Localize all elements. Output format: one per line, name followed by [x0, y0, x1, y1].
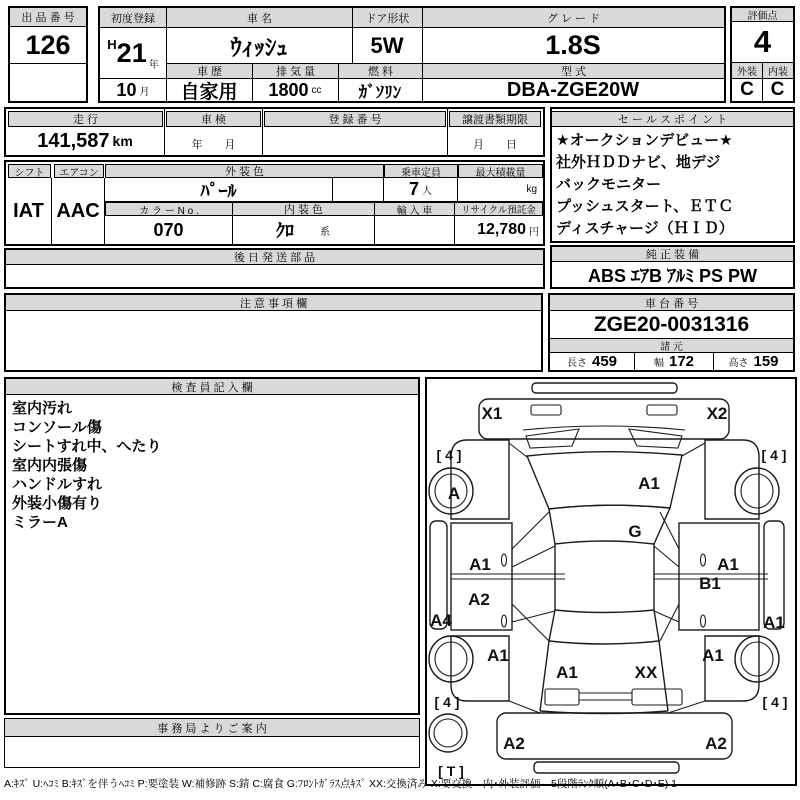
inspector-note-line: 室内汚れ: [12, 400, 73, 417]
length-label: 長さ: [566, 358, 587, 369]
width-value: 172: [668, 353, 695, 370]
color-no-value: 070: [105, 216, 233, 244]
inspector-note-line: ミラーA: [12, 514, 68, 531]
later-parts-value: [6, 265, 543, 287]
exterior-color-extra-cell: [332, 178, 384, 202]
shift-label: シフト: [8, 164, 51, 178]
mileage-cell: [6, 127, 164, 155]
month-unit: 月: [139, 86, 150, 98]
tire-depth-front-left: [ 4 ]: [436, 447, 462, 463]
capacity-cell: [384, 178, 458, 202]
right-front-door-handle: [701, 554, 706, 566]
payload-cell: [458, 178, 543, 202]
width-cell: [635, 353, 714, 370]
divider: [447, 109, 448, 155]
exterior-grade-label: 外装: [731, 62, 763, 79]
registration-number-label: 登 録 番 号: [264, 111, 446, 127]
exterior-color-label: 外 装 色: [105, 164, 384, 178]
tire-depth-rear-left: [ 4 ]: [434, 694, 460, 710]
chassis-block: [548, 293, 795, 372]
mileage-row: [4, 107, 545, 157]
interior-color-label: 内 装 色: [232, 202, 375, 216]
tire-depth-front-right: [ 4 ]: [761, 447, 787, 463]
score-value: 4: [732, 22, 793, 63]
inspector-note-line: シートすれ中、へたり: [12, 438, 162, 455]
rear-fold-lines: [509, 701, 705, 713]
rear-panel: [497, 713, 732, 759]
capacity-label: 乗車定員: [384, 164, 458, 178]
length-cell: [550, 353, 635, 370]
recycle-deposit-cell: [454, 216, 543, 244]
height-cell: [714, 353, 793, 370]
damage-code-right-front-door: A1: [717, 555, 739, 574]
interior-grade-label: 内装: [762, 62, 794, 79]
oem-equipment-block: [550, 245, 795, 289]
notes-label: 注 意 事 項 欄: [5, 294, 542, 311]
exterior-color-value: ﾊﾟｰﾙ: [105, 178, 333, 202]
chassis-number-value: ZGE20-0031316: [550, 311, 793, 339]
damage-code-hood: A1: [638, 474, 660, 493]
displacement-unit: cc: [311, 84, 322, 96]
rear-beam-lines: [579, 693, 632, 700]
roof: [555, 544, 654, 610]
sales-point-line: 社外ＨＤＤナビ、地デジ: [556, 154, 721, 171]
recycle-deposit-label: リサイクル預託金: [454, 202, 543, 216]
recycle-deposit-value: 12,780: [477, 221, 526, 238]
damage-code-windshield: G: [628, 522, 642, 541]
ac-label: エアコン: [54, 164, 104, 178]
vehicle-identity-block: [98, 6, 726, 103]
transfer-deadline-placeholder: 月 日: [473, 139, 517, 151]
damage-code-right-door-seam: B1: [699, 574, 721, 593]
door-shape-label: ドア形状: [352, 7, 423, 28]
inspector-note-line: 外装小傷有り: [12, 495, 103, 512]
damage-code-right-sill: A1: [763, 613, 785, 632]
oem-equipment-label: 純 正 装 備: [551, 246, 794, 262]
interior-color-cell: [232, 216, 375, 244]
damage-code-front-wheel: A: [447, 484, 461, 503]
displacement-cell: [252, 79, 339, 101]
office-info-box: [4, 736, 420, 768]
first-registration-year: 21: [116, 37, 147, 68]
sales-points-list: [556, 130, 789, 240]
ac-value: AAC: [52, 178, 105, 244]
divider: [262, 109, 263, 155]
mileage-unit: km: [112, 133, 133, 149]
sales-point-line: プッシュスタート、ＥＴＣ: [556, 198, 734, 215]
damage-code-left-rear-fender: A1: [487, 646, 509, 665]
year-unit: 年: [148, 59, 159, 71]
chassis-number-label: 車 台 番 号: [549, 294, 794, 311]
office-info-label: 事 務 局 よ り ご 案 内: [4, 718, 420, 737]
transfer-deadline-label: 譲渡書類期限: [449, 111, 541, 127]
damage-code-rear-panel-left: A2: [503, 734, 525, 753]
inspector-note-line: 室内内張傷: [12, 457, 88, 474]
damage-code-left-rear-door: A2: [468, 590, 490, 609]
registration-number-value: [264, 127, 446, 153]
length-value: 459: [591, 353, 618, 370]
recycle-deposit-unit: 円: [529, 226, 539, 238]
damage-diagram: [425, 377, 797, 786]
damage-code-rear-panel-right: A2: [705, 734, 727, 753]
displacement-label: 排 気 量: [252, 63, 339, 79]
notes-block: [4, 293, 543, 372]
left-door-seam: [451, 574, 565, 579]
right-rear-wheel: [735, 636, 779, 682]
rear-bumper-bar: [534, 762, 679, 773]
mileage-value: 141,587: [37, 129, 110, 152]
spare-tire-code: [ T ]: [438, 763, 464, 779]
history-value: 自家用: [166, 79, 253, 101]
right-headlight: [647, 405, 677, 415]
damage-code-left-sill: A4: [430, 611, 452, 630]
spare-tire: [429, 714, 467, 752]
sales-point-line: バックモニター: [556, 176, 662, 193]
shift-value: IAT: [6, 178, 52, 244]
later-parts-label: 後 日 発 送 部 品: [5, 249, 544, 265]
import-value: [374, 216, 455, 244]
damage-code-tailgate-replaced: XX: [634, 663, 658, 682]
interior-color-value: ｸﾛ: [276, 221, 294, 241]
sales-points-label: セ ー ル ス ポ イ ン ト: [551, 111, 794, 127]
history-label: 車 歴: [166, 63, 253, 79]
capacity-unit: 人: [422, 186, 432, 197]
windshield: [549, 505, 670, 544]
inspection-placeholder: 年 月: [191, 139, 236, 151]
front-bumper-bar: [532, 383, 677, 393]
left-headlight: [531, 405, 561, 415]
car-top-view-svg: [427, 379, 795, 784]
sales-point-line: ★オークションデビュー★: [556, 132, 733, 149]
first-registration-month: 10: [116, 79, 137, 100]
inspection-label: 車 検: [166, 111, 261, 127]
first-registration-label: 初度登録: [99, 7, 167, 28]
mileage-label: 走 行: [8, 111, 163, 127]
oem-equipment-value: ABS ｴｱB ｱﾙﾐ PS PW: [587, 265, 757, 286]
right-rear-door-handle: [701, 615, 706, 627]
front-panel: [479, 399, 729, 439]
inspector-label: 検 査 員 記 入 欄: [5, 378, 419, 395]
height-value: 159: [753, 353, 779, 370]
inspector-block: [4, 377, 420, 715]
car-name-label: 車 名: [166, 7, 353, 28]
left-rear-door-handle: [502, 615, 507, 627]
inspector-note-line: コンソール傷: [12, 419, 102, 436]
damage-code-right-rear-fender: A1: [702, 646, 724, 665]
color-no-label: カ ラ ー N o .: [105, 202, 233, 216]
grade-value: 1.8S: [545, 30, 601, 60]
sales-point-line: ディスチャージ（ＨＩＤ）: [556, 220, 734, 237]
rear-plate-left: [545, 689, 579, 705]
payload-label: 最大積載量: [458, 164, 543, 178]
first-registration-month-cell: [100, 79, 167, 101]
grade-label: グ レ ー ド: [422, 7, 725, 28]
car-name-value: ｳｨｯｼｭ: [166, 28, 353, 63]
door-shape-value: 5W: [352, 28, 423, 63]
cowl-line: [523, 426, 685, 430]
damage-code-x2: X2: [706, 404, 728, 423]
divider: [164, 109, 165, 155]
score-block: [730, 6, 795, 103]
color-capacity-row: [4, 160, 545, 246]
right-front-wheel: [735, 468, 779, 514]
fuel-value: ｶﾞｿﾘﾝ: [338, 79, 423, 101]
damage-code-tailgate: A1: [556, 663, 578, 682]
capacity-value: 7: [408, 179, 419, 199]
damage-code-legend: A:ｷｽﾞ U:ﾍｺﾐ B:ｷｽﾞを伴うﾍｺﾐ P:要塗装 W:補修跡 S:錆 C:腐食 G:ﾌﾛﾝﾄｶﾞﾗｽ点ｷｽﾞ XX:交換済み X:要交換 内･外装評価 5段階ﾗﾝｸ順(A･B･C･D･E) 1: [4, 778, 678, 790]
interior-grade-value: C: [770, 78, 785, 100]
import-label: 輸 入 車: [374, 202, 455, 216]
inspector-note-line: ハンドルすれ: [12, 476, 103, 493]
tire-depth-rear-right: [ 4 ]: [762, 694, 788, 710]
later-parts-block: [4, 248, 545, 289]
payload-unit: kg: [526, 184, 537, 195]
notes-value: [6, 311, 541, 370]
left-doors: [451, 523, 512, 630]
era-letter: H: [107, 36, 117, 52]
inspector-notes-list: [12, 399, 412, 532]
lot-number-block: [8, 6, 88, 103]
model-code-value: DBA-ZGE20W: [506, 79, 640, 101]
left-front-door-handle: [502, 554, 507, 566]
model-code-label: 型 式: [422, 63, 725, 79]
width-label: 幅: [653, 358, 664, 369]
rear-glass: [549, 610, 659, 644]
lot-number-value: 126: [10, 27, 86, 64]
damage-code-left-front-door: A1: [469, 555, 491, 574]
height-label: 高さ: [728, 358, 749, 369]
damage-code-x1: X1: [481, 404, 503, 423]
first-registration-year-cell: [100, 28, 167, 79]
fuel-label: 燃 料: [338, 63, 423, 79]
spec-label: 諸 元: [549, 338, 794, 353]
score-label: 評価点: [731, 7, 794, 22]
rear-plate-right: [632, 689, 682, 705]
displacement-value: 1800: [268, 79, 309, 100]
sales-points-block: [550, 107, 795, 243]
exterior-grade-value: C: [732, 78, 763, 101]
interior-color-suffix: 系: [320, 226, 330, 238]
lot-number-label: 出 品 番 号: [9, 7, 87, 27]
